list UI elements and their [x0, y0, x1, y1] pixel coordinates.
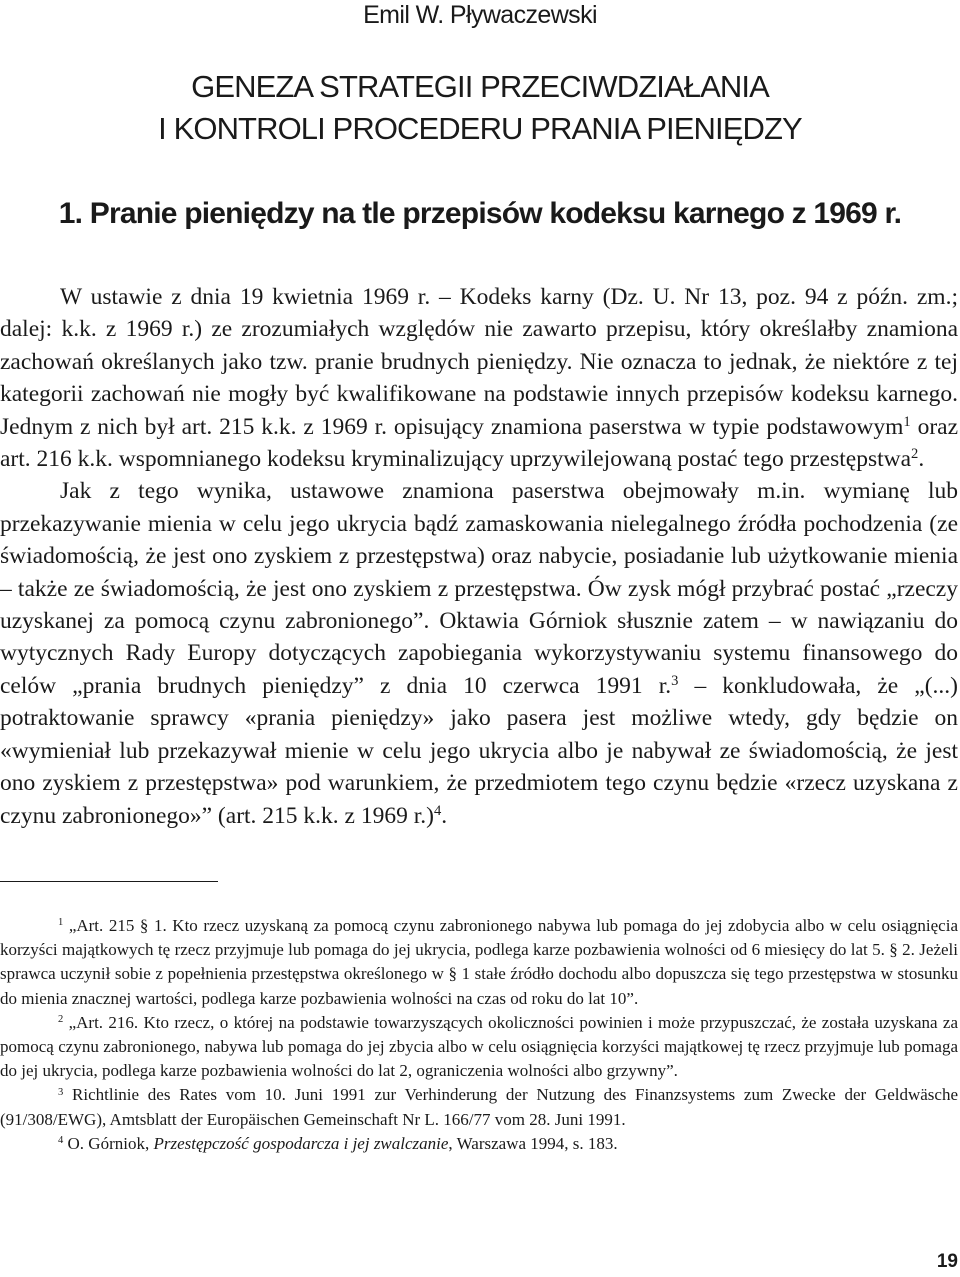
footnote-2 [0, 1011, 958, 1084]
footnote-2-number: 2 [58, 1014, 64, 1026]
page-number: 19 [936, 1251, 958, 1272]
body-text [0, 281, 958, 832]
footnote-ref-2: 2 [911, 446, 919, 463]
section-heading: 1. Pranie pieniędzy na tle przepisów kodeksu karnego z 1969 r. [58, 197, 902, 230]
paragraph-1-text-b: oraz art. 216 k.k. wspomnianego kodeksu kryminalizujący uprzywilejowaną postać tego przestępstwa [0, 413, 959, 473]
footnote-separator [0, 881, 218, 882]
footnotes [0, 914, 958, 1156]
footnote-4-text-after: , Warszawa 1994, s. 183. [448, 1133, 618, 1153]
footnote-3 [0, 1083, 958, 1131]
footnote-1-number: 1 [58, 917, 64, 929]
footnote-ref-1: 1 [903, 413, 911, 430]
title-line-2: I KONTROLI PROCEDERU PRANIA PIENIĘDZY [158, 111, 802, 146]
footnote-ref-4: 4 [433, 802, 442, 819]
footnote-ref-3: 3 [671, 672, 679, 689]
paragraph-2 [0, 475, 958, 831]
title-line-1: GENEZA STRATEGII PRZECIWDZIAŁANIA [191, 69, 769, 104]
footnote-4 [0, 1132, 958, 1156]
paragraph-1 [0, 281, 958, 475]
article-title [100, 66, 860, 150]
footnote-1-text: „Art. 215 § 1. Kto rzecz uzyskaną za pomocą czynu zabronionego nabywa lub pomaga do jej zdobycia albo w celu osiągnięcia korzyści majątkowych tę rzecz przyjmuje lub pomaga do jej ukrycia, podlega karze pozbawienia wolności od 6 miesięcy do lat 5. § 2. Jeżeli sprawca uczynił sobie z popełnienia przestępstwa określonego w § 1 stałe źródło dochodu albo dopuszcza się tego przestępstwa w stosunku do mienia znacznej wartości, podlega karze pozbawienia wolności na czas od roku do lat 10”. [0, 916, 958, 1008]
footnote-3-number: 3 [58, 1086, 64, 1098]
paragraph-2-text-a: Jak z tego wynika, ustawowe znamiona paserstwa obejmowały m.in. wymianę lub przekazywanie mienia w celu jego ukrycia bądź zamaskowania nielegalnego źródła pochodzenia (ze świadomością, że jest ono zyskiem z przestępstwa) oraz nabycie, posiadanie lub użytkowanie mienia – także ze świadomością, że jest ono zyskiem z przestępstwa. Ów zysk mógł przybrać postać „rzeczy uzyskanej za pomocą czynu zabronionego”. Oktawia Górniok słusznie zatem – w nawiązaniu do wytycznych Rady Europy dotyczących zapobiegania wykorzystywaniu systemu finansowego do celów „prania brudnych pieniędzy” z dnia 10 czerwca 1991 r. [0, 478, 958, 699]
paragraph-2-text-c: . [441, 802, 448, 829]
footnote-3-text: Richtlinie des Rates vom 10. Juni 1991 zur Verhinderung der Nutzung des Finanzsystems zum Zwecke der Geldwäsche (91/308/EWG), Amtsblatt der Europäischen Gemeinschaft Nr L. 166/77 vom 28. Juni 1991. [0, 1085, 958, 1129]
footnote-2-text: „Art. 216. Kto rzecz, o której na podstawie towarzyszących okoliczności powinien i może przypuszczać, że została uzyskana za pomocą czynu zabronionego, nabywa lub pomaga do jej zbycia albo w celu osiągnięcia korzyści majątkowej tę rzecz przyjmuje lub pomaga do jej ukrycia, podlega karze pozbawienia wolności do lat 2, ograniczenia wolności albo grzywny”. [0, 1012, 958, 1081]
footnote-4-text-before: O. Górniok, [63, 1133, 154, 1153]
author-name: Emil W. Pływaczewski [363, 1, 597, 29]
footnote-1 [0, 914, 958, 1011]
paragraph-1-text-c: . [918, 446, 925, 473]
paragraph-1-text-a: W ustawie z dnia 19 kwietnia 1969 r. – Kodeks karny (Dz. U. Nr 13, poz. 94 z późn. zm.; dalej: k.k. z 1969 r.) ze zrozumiałych względów nie zawarto przepisu, który określałby znamiona zachowań określanych jako tzw. pranie brudnych pieniędzy. Nie oznacza to jednak, że niektóre z tej kategorii zachowań nie mogły być kwalifikowane na podstawie innych przepisów kodeksu karnego. Jednym z nich był art. 215 k.k. z 1969 r. opisujący znamiona paserstwa w typie podstawowym [0, 284, 958, 440]
footnote-4-book-title: Przestępczość gospodarcza i jej zwalczanie [153, 1133, 449, 1153]
paragraph-2-text-b: – konkludowała, że „(...) potraktowanie sprawcy «prania pieniędzy» jako pasera jest możliwe wtedy, gdy będzie on «wymieniał lub przekazywał mienie w celu jego ukrycia albo je nabywał ze świadomością, że jest ono zyskiem z przestępstwa» pod warunkiem, że przedmiotem tego czynu będzie «rzecz uzyskana z czynu zabronionego»” (art. 215 k.k. z 1969 r.) [0, 672, 958, 829]
footnote-4-number: 4 [58, 1135, 64, 1147]
